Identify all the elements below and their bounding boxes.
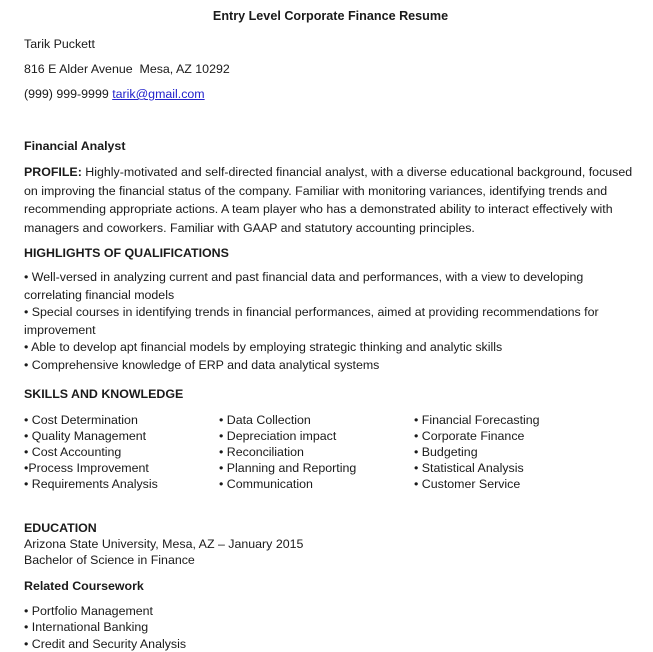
job-title-heading: Financial Analyst xyxy=(24,139,126,153)
skill-item: • Customer Service xyxy=(414,476,521,491)
skill-item: • Financial Forecasting xyxy=(414,412,540,427)
skill-item: •Process Improvement xyxy=(24,460,149,475)
contact-phone: (999) 999-9999 xyxy=(24,87,113,101)
skill-item: • Reconciliation xyxy=(219,444,304,459)
profile-paragraph xyxy=(24,163,637,237)
skill-item: • Budgeting xyxy=(414,444,478,459)
skills-column-2 xyxy=(219,412,414,492)
coursework-list xyxy=(24,603,637,652)
coursework-heading: Related Coursework xyxy=(24,578,144,593)
skills-column-1 xyxy=(24,412,219,492)
profile-text: Highly-motivated and self-directed financial analyst, with a diverse educational background, focused on improving the financial status of the company. Familiar with monitoring variances, identifying trends and recommending appropriate actions. A team player who has a demonstrated ability to interact effectively with managers and coworkers. Familiar with GAAP and statutory accounting principles. xyxy=(24,165,633,235)
education-degree-line: Bachelor of Science in Finance xyxy=(24,552,195,567)
skill-item: • Communication xyxy=(219,476,313,491)
contact-phone-email-line xyxy=(24,87,637,101)
education-school-line: Arizona State University, Mesa, AZ – January 2015 xyxy=(24,536,304,551)
skill-item: • Quality Management xyxy=(24,428,147,443)
highlights-heading: HIGHLIGHTS OF QUALIFICATIONS xyxy=(24,246,229,260)
coursework-item: • Portfolio Management xyxy=(24,603,154,618)
skill-item: • Requirements Analysis xyxy=(24,476,158,491)
coursework-item: • International Banking xyxy=(24,620,149,635)
highlight-item: • Able to develop apt financial models by employing strategic thinking and analytic skills xyxy=(24,340,503,355)
document-title: Entry Level Corporate Finance Resume xyxy=(212,9,449,23)
profile-label: PROFILE: xyxy=(24,165,82,179)
contact-name: Tarik Puckett xyxy=(24,37,95,51)
skill-item: • Corporate Finance xyxy=(414,428,525,443)
skill-item: • Planning and Reporting xyxy=(219,460,357,475)
skill-item: • Data Collection xyxy=(219,412,311,427)
skill-item: • Cost Determination xyxy=(24,412,138,427)
skill-item: • Depreciation impact xyxy=(219,428,337,443)
education-heading: EDUCATION xyxy=(24,520,97,535)
contact-address: 816 E Alder Avenue Mesa, AZ 10292 xyxy=(24,62,230,76)
skills-column-3 xyxy=(414,412,540,492)
highlight-item: • Well-versed in analyzing current and past financial data and performances, with a view to developing correlating financial models xyxy=(24,270,587,302)
email-link[interactable]: tarik@gmail.com xyxy=(112,87,205,101)
skill-item: • Cost Accounting xyxy=(24,444,122,459)
highlight-item: • Special courses in identifying trends in financial performances, aimed at providing recommendations for improvement xyxy=(24,305,603,337)
skills-heading: SKILLS AND KNOWLEDGE xyxy=(24,386,184,401)
contact-block xyxy=(24,37,637,101)
skills-columns xyxy=(24,412,637,492)
highlights-list xyxy=(24,269,637,375)
coursework-item: • Credit and Security Analysis xyxy=(24,636,187,651)
highlight-item: • Comprehensive knowledge of ERP and data analytical systems xyxy=(24,357,380,372)
skill-item: • Statistical Analysis xyxy=(414,460,524,475)
